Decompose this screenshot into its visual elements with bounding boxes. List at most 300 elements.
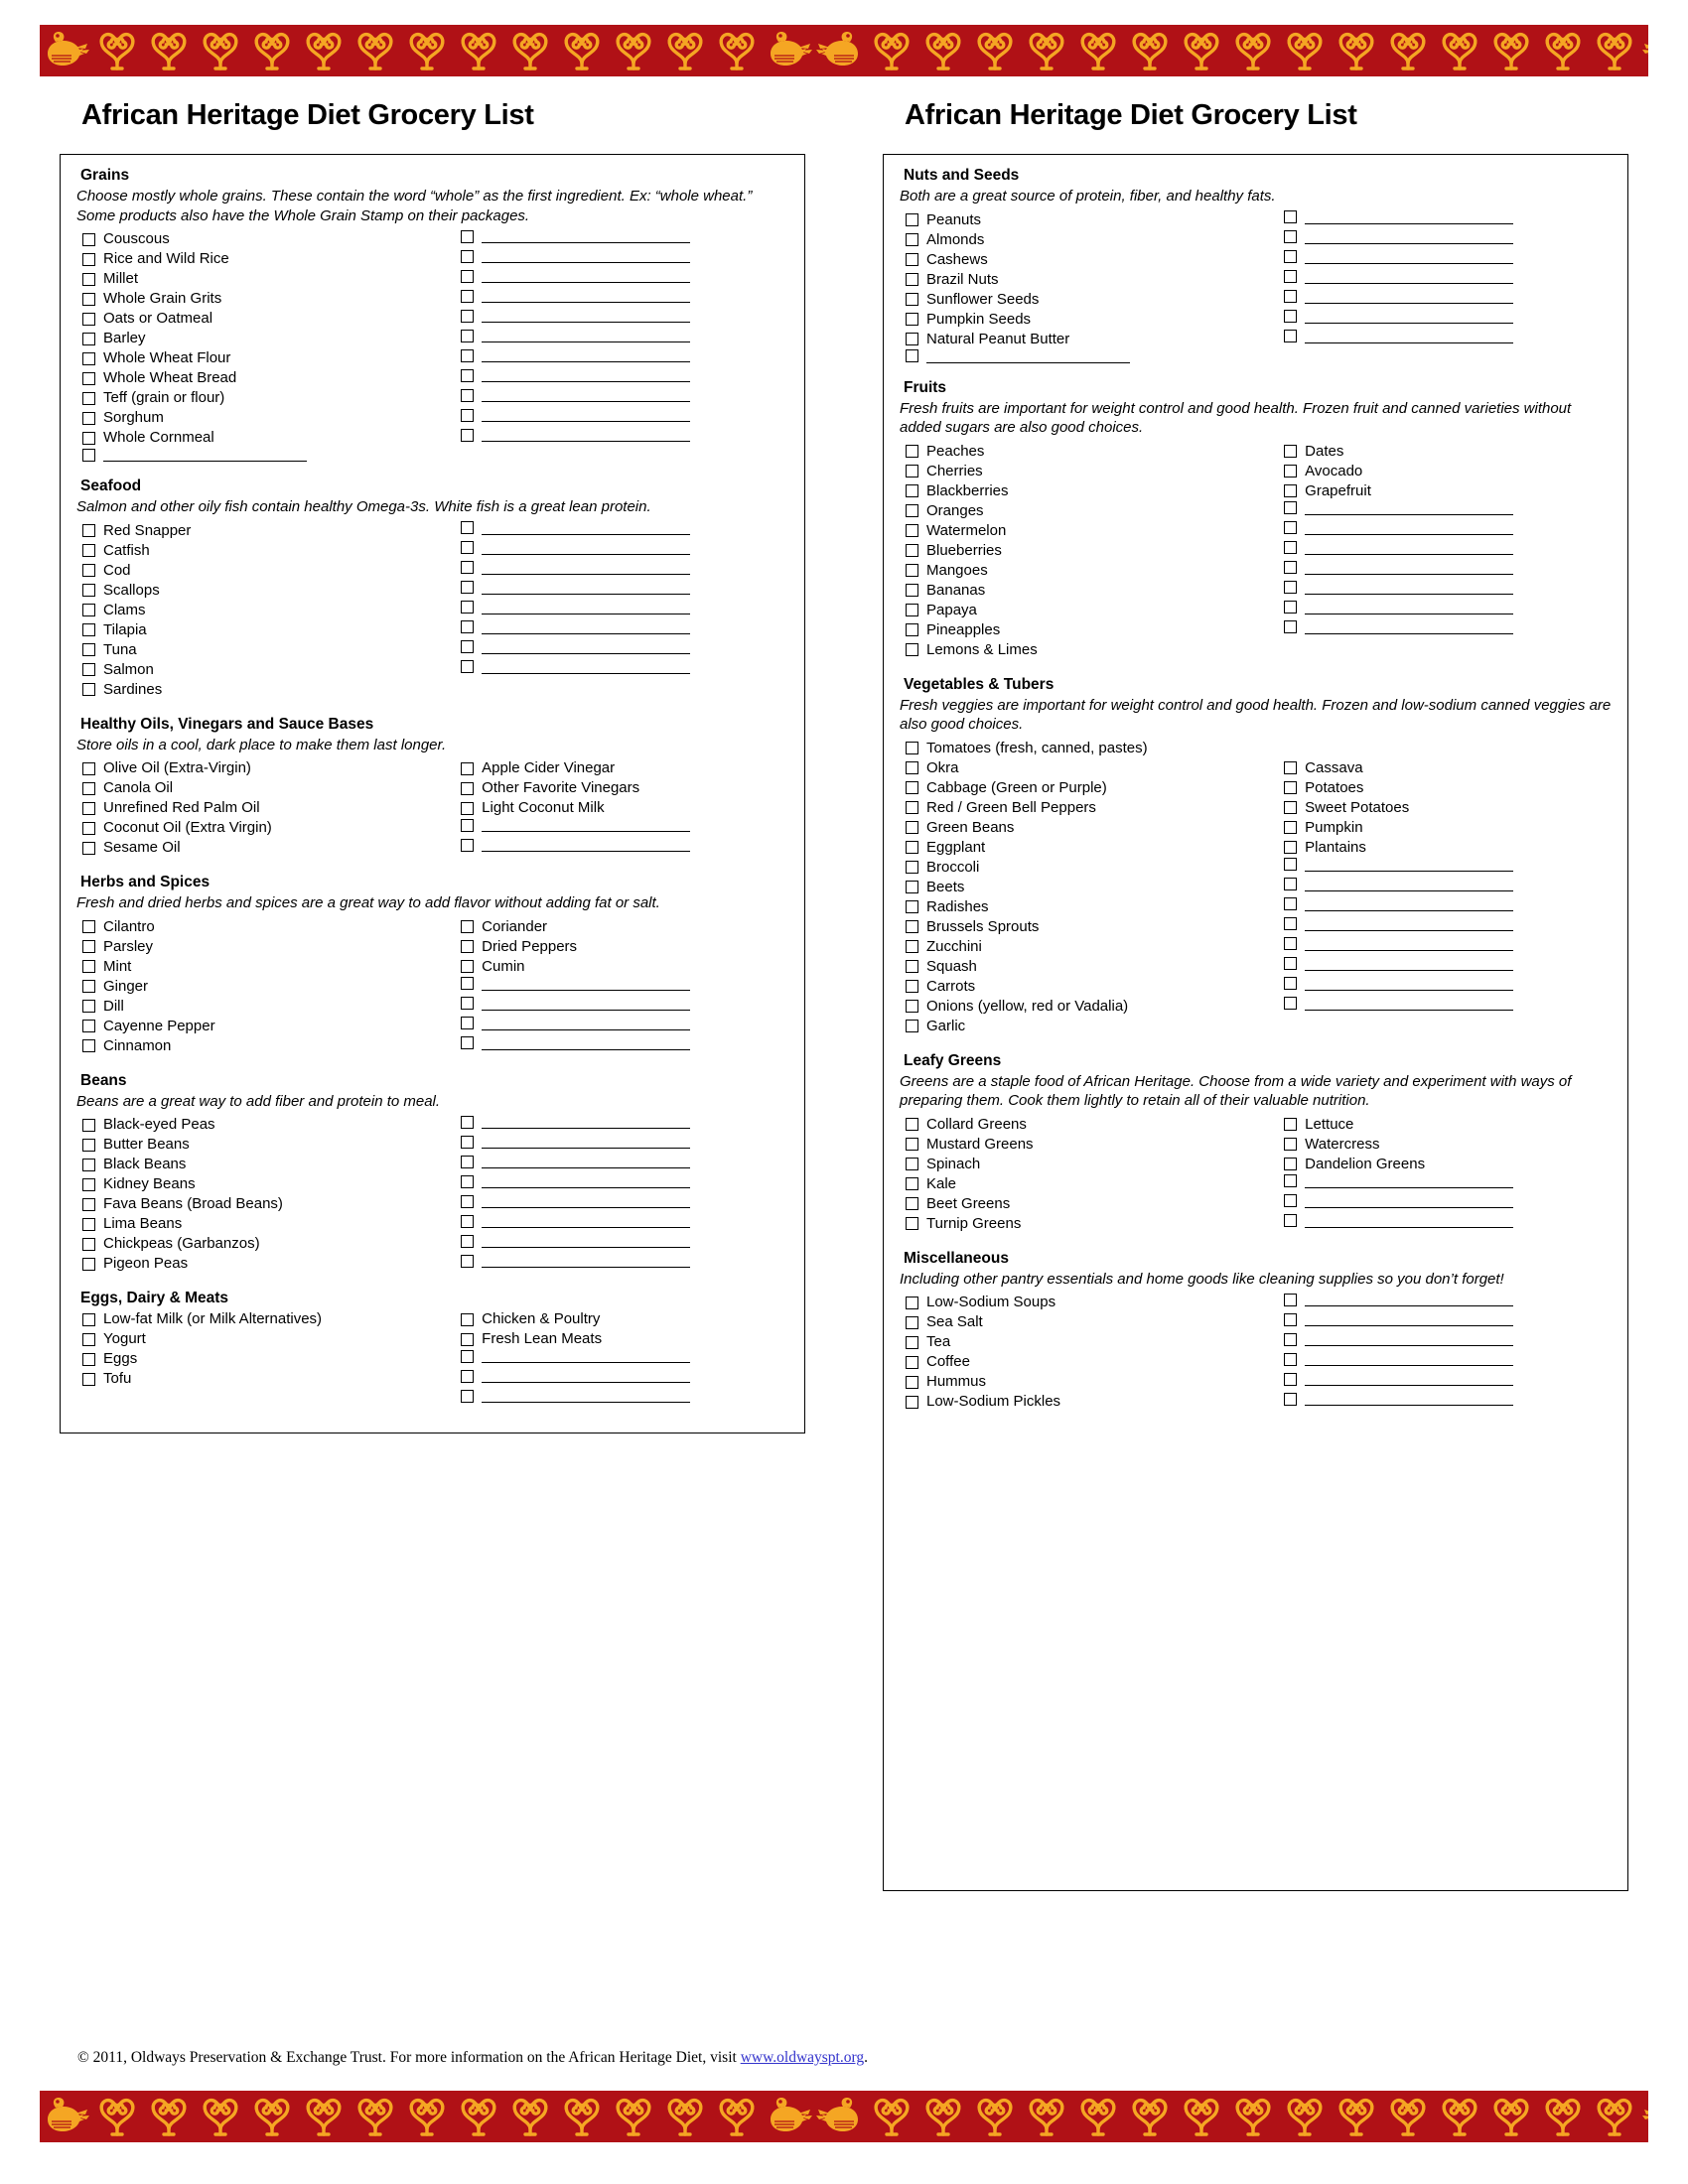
- checkbox[interactable]: [82, 604, 95, 616]
- write-in-line[interactable]: [1305, 1214, 1513, 1228]
- checklist-item[interactable]: [900, 818, 1284, 838]
- checkbox[interactable]: [1284, 1118, 1297, 1131]
- checkbox[interactable]: [1284, 270, 1297, 283]
- checklist-item[interactable]: [76, 1349, 461, 1369]
- checkbox[interactable]: [906, 564, 918, 577]
- checkbox[interactable]: [906, 313, 918, 326]
- checkbox[interactable]: [461, 1313, 474, 1326]
- checklist-item[interactable]: [900, 270, 1284, 290]
- checkbox[interactable]: [1284, 290, 1297, 303]
- checklist-item[interactable]: [900, 310, 1284, 330]
- checklist-item[interactable]: [76, 680, 461, 700]
- checkbox[interactable]: [82, 293, 95, 306]
- checklist-write-in[interactable]: [461, 1155, 788, 1168]
- checkbox[interactable]: [461, 369, 474, 382]
- write-in-line[interactable]: [1305, 521, 1513, 535]
- checklist-item[interactable]: [76, 778, 461, 798]
- checkbox[interactable]: [461, 1017, 474, 1029]
- checkbox[interactable]: [906, 1336, 918, 1349]
- checkbox[interactable]: [906, 940, 918, 953]
- checkbox[interactable]: [461, 1370, 474, 1383]
- checklist-write-in[interactable]: [1284, 290, 1612, 304]
- checklist-write-in[interactable]: [1284, 250, 1612, 264]
- write-in-line[interactable]: [1305, 937, 1513, 951]
- checklist-item[interactable]: [76, 428, 461, 448]
- checkbox[interactable]: [461, 920, 474, 933]
- checkbox[interactable]: [461, 1195, 474, 1208]
- write-in-line[interactable]: [1305, 897, 1513, 911]
- checklist-item[interactable]: [900, 1155, 1284, 1174]
- write-in-line[interactable]: [103, 448, 307, 462]
- checklist-write-in[interactable]: [1284, 1352, 1612, 1366]
- checklist-item[interactable]: [76, 1115, 461, 1135]
- checklist-item[interactable]: [900, 858, 1284, 878]
- checklist-write-in[interactable]: [1284, 1214, 1612, 1228]
- checkbox[interactable]: [906, 1316, 918, 1329]
- checklist-item[interactable]: [76, 917, 461, 937]
- checkbox[interactable]: [461, 581, 474, 594]
- write-in-line[interactable]: [926, 349, 1130, 363]
- checkbox[interactable]: [461, 819, 474, 832]
- checkbox[interactable]: [82, 1198, 95, 1211]
- checkbox[interactable]: [1284, 330, 1297, 342]
- checklist-write-in[interactable]: [461, 1135, 788, 1149]
- checklist-item[interactable]: [900, 442, 1284, 462]
- write-in-line[interactable]: [482, 660, 690, 674]
- checkbox[interactable]: [1284, 501, 1297, 514]
- checklist-item[interactable]: [900, 230, 1284, 250]
- checkbox[interactable]: [906, 1297, 918, 1309]
- checkbox[interactable]: [1284, 1333, 1297, 1346]
- checkbox[interactable]: [461, 839, 474, 852]
- checkbox[interactable]: [1284, 1174, 1297, 1187]
- checklist-write-in[interactable]: [461, 309, 788, 323]
- checklist-write-in[interactable]: [1284, 878, 1612, 891]
- write-in-line[interactable]: [482, 561, 690, 575]
- checklist-write-in[interactable]: [1284, 230, 1612, 244]
- checklist-item[interactable]: [76, 561, 461, 581]
- write-in-line[interactable]: [482, 1174, 690, 1188]
- checkbox[interactable]: [461, 1235, 474, 1248]
- checklist-write-in[interactable]: [461, 1115, 788, 1129]
- checkbox[interactable]: [906, 980, 918, 993]
- checklist-write-in[interactable]: [461, 1017, 788, 1030]
- write-in-line[interactable]: [1305, 1174, 1513, 1188]
- checkbox[interactable]: [82, 333, 95, 345]
- checklist-write-in[interactable]: [1284, 330, 1612, 343]
- write-in-line[interactable]: [1305, 581, 1513, 595]
- checkbox[interactable]: [906, 1177, 918, 1190]
- checkbox[interactable]: [82, 564, 95, 577]
- checklist-item[interactable]: [1284, 838, 1612, 858]
- checklist-item[interactable]: [76, 229, 461, 249]
- checkbox[interactable]: [461, 230, 474, 243]
- write-in-line[interactable]: [1305, 310, 1513, 324]
- checklist-item[interactable]: [900, 957, 1284, 977]
- checkbox[interactable]: [906, 1376, 918, 1389]
- checklist-item[interactable]: [900, 778, 1284, 798]
- write-in-line[interactable]: [482, 428, 690, 442]
- checklist-item[interactable]: [76, 1254, 461, 1274]
- checklist-item[interactable]: [76, 289, 461, 309]
- checklist-item[interactable]: [76, 1234, 461, 1254]
- checkbox[interactable]: [906, 900, 918, 913]
- checklist-item[interactable]: [900, 1135, 1284, 1155]
- checkbox[interactable]: [82, 782, 95, 795]
- checkbox[interactable]: [82, 273, 95, 286]
- write-in-line[interactable]: [1305, 210, 1513, 224]
- checkbox[interactable]: [906, 1000, 918, 1013]
- checkbox[interactable]: [1284, 1393, 1297, 1406]
- checkbox[interactable]: [1284, 1158, 1297, 1170]
- checkbox[interactable]: [461, 660, 474, 673]
- checkbox[interactable]: [1284, 1313, 1297, 1326]
- checkbox[interactable]: [461, 1350, 474, 1363]
- checkbox[interactable]: [1284, 917, 1297, 930]
- checkbox[interactable]: [82, 762, 95, 775]
- checklist-item[interactable]: [900, 501, 1284, 521]
- write-in-line[interactable]: [1305, 917, 1513, 931]
- checklist-item[interactable]: [461, 1329, 788, 1349]
- checkbox[interactable]: [1284, 521, 1297, 534]
- checklist-item[interactable]: [76, 957, 461, 977]
- checklist-item[interactable]: [900, 1392, 1284, 1412]
- checklist-write-in[interactable]: [461, 388, 788, 402]
- write-in-line[interactable]: [1305, 1332, 1513, 1346]
- checklist-item[interactable]: [76, 388, 461, 408]
- checklist-write-in[interactable]: [1284, 858, 1612, 872]
- checklist-item[interactable]: [76, 1174, 461, 1194]
- checkbox[interactable]: [906, 861, 918, 874]
- checkbox[interactable]: [461, 1333, 474, 1346]
- checkbox[interactable]: [906, 801, 918, 814]
- checkbox[interactable]: [906, 524, 918, 537]
- checklist-item[interactable]: [900, 330, 1284, 349]
- write-in-line[interactable]: [482, 388, 690, 402]
- checkbox[interactable]: [82, 432, 95, 445]
- checklist-item[interactable]: [461, 917, 788, 937]
- checkbox[interactable]: [82, 1258, 95, 1271]
- write-in-line[interactable]: [1305, 977, 1513, 991]
- checkbox[interactable]: [906, 920, 918, 933]
- checklist-write-in[interactable]: [461, 1254, 788, 1268]
- checklist-item[interactable]: [76, 348, 461, 368]
- checkbox[interactable]: [1284, 801, 1297, 814]
- checklist-item[interactable]: [461, 937, 788, 957]
- write-in-line[interactable]: [482, 521, 690, 535]
- checkbox[interactable]: [906, 465, 918, 478]
- checkbox[interactable]: [906, 1217, 918, 1230]
- checkbox[interactable]: [1284, 858, 1297, 871]
- checklist-item[interactable]: [76, 1309, 461, 1329]
- write-in-line[interactable]: [482, 309, 690, 323]
- write-in-line[interactable]: [1305, 330, 1513, 343]
- write-in-line[interactable]: [482, 1017, 690, 1030]
- checklist-item[interactable]: [461, 758, 788, 778]
- checklist-item[interactable]: [900, 739, 1612, 758]
- write-in-line[interactable]: [1305, 1352, 1513, 1366]
- checklist-item[interactable]: [76, 249, 461, 269]
- checklist-write-in[interactable]: [461, 581, 788, 595]
- checkbox[interactable]: [906, 623, 918, 636]
- checklist-item[interactable]: [900, 917, 1284, 937]
- write-in-line[interactable]: [482, 1036, 690, 1050]
- checklist-write-in[interactable]: [461, 521, 788, 535]
- checklist-item[interactable]: [900, 521, 1284, 541]
- checklist-item[interactable]: [76, 368, 461, 388]
- checklist-item[interactable]: [900, 977, 1284, 997]
- checklist-item[interactable]: [76, 997, 461, 1017]
- checkbox[interactable]: [82, 313, 95, 326]
- checklist-write-in[interactable]: [461, 541, 788, 555]
- checkbox[interactable]: [906, 643, 918, 656]
- checklist-item[interactable]: [900, 1332, 1284, 1352]
- checklist-item[interactable]: [76, 660, 461, 680]
- checklist-item[interactable]: [900, 1352, 1284, 1372]
- checklist-item[interactable]: [900, 581, 1284, 601]
- checkbox[interactable]: [1284, 821, 1297, 834]
- checklist-write-in[interactable]: [900, 349, 1612, 363]
- write-in-line[interactable]: [482, 229, 690, 243]
- checkbox[interactable]: [461, 521, 474, 534]
- checklist-item[interactable]: [1284, 1135, 1612, 1155]
- checklist-item[interactable]: [76, 758, 461, 778]
- checklist-item[interactable]: [900, 937, 1284, 957]
- checklist-item[interactable]: [76, 329, 461, 348]
- checkbox[interactable]: [461, 782, 474, 795]
- checklist-write-in[interactable]: [461, 428, 788, 442]
- checkbox[interactable]: [82, 412, 95, 425]
- write-in-line[interactable]: [482, 1214, 690, 1228]
- checkbox[interactable]: [461, 349, 474, 362]
- checkbox[interactable]: [1284, 210, 1297, 223]
- oldways-website-link[interactable]: www.oldwayspt.org: [740, 2049, 865, 2066]
- checkbox[interactable]: [1284, 997, 1297, 1010]
- checklist-item[interactable]: [900, 997, 1284, 1017]
- checklist-write-in[interactable]: [1284, 210, 1612, 224]
- checklist-write-in[interactable]: [1284, 1174, 1612, 1188]
- checkbox[interactable]: [82, 253, 95, 266]
- checkbox[interactable]: [1284, 484, 1297, 497]
- checkbox[interactable]: [461, 1156, 474, 1168]
- checklist-item[interactable]: [76, 1369, 461, 1389]
- checklist-item[interactable]: [76, 269, 461, 289]
- checklist-write-in[interactable]: [1284, 957, 1612, 971]
- write-in-line[interactable]: [1305, 250, 1513, 264]
- write-in-line[interactable]: [482, 329, 690, 342]
- checkbox[interactable]: [1284, 541, 1297, 554]
- checkbox[interactable]: [906, 1020, 918, 1032]
- checkbox[interactable]: [1284, 1138, 1297, 1151]
- checkbox[interactable]: [461, 1215, 474, 1228]
- checklist-item[interactable]: [1284, 758, 1612, 778]
- checklist-item[interactable]: [1284, 1155, 1612, 1174]
- checkbox[interactable]: [461, 310, 474, 323]
- checkbox[interactable]: [906, 1138, 918, 1151]
- checklist-write-in[interactable]: [461, 408, 788, 422]
- checklist-write-in[interactable]: [461, 601, 788, 614]
- checklist-item[interactable]: [76, 408, 461, 428]
- checkbox[interactable]: [461, 330, 474, 342]
- checkbox[interactable]: [461, 1036, 474, 1049]
- checklist-write-in[interactable]: [1284, 1332, 1612, 1346]
- write-in-line[interactable]: [1305, 270, 1513, 284]
- checklist-write-in[interactable]: [461, 1174, 788, 1188]
- checkbox[interactable]: [1284, 230, 1297, 243]
- checklist-write-in[interactable]: [461, 977, 788, 991]
- write-in-line[interactable]: [1305, 1293, 1513, 1306]
- checklist-write-in[interactable]: [461, 1369, 788, 1383]
- write-in-line[interactable]: [1305, 997, 1513, 1011]
- checkbox[interactable]: [82, 1139, 95, 1152]
- write-in-line[interactable]: [1305, 501, 1513, 515]
- checkbox[interactable]: [82, 449, 95, 462]
- checklist-write-in[interactable]: [461, 329, 788, 342]
- checkbox[interactable]: [906, 584, 918, 597]
- write-in-line[interactable]: [1305, 1392, 1513, 1406]
- checklist-item[interactable]: [900, 1293, 1284, 1312]
- checkbox[interactable]: [461, 1175, 474, 1188]
- checkbox[interactable]: [461, 601, 474, 614]
- checklist-item[interactable]: [1284, 818, 1612, 838]
- write-in-line[interactable]: [482, 289, 690, 303]
- checkbox[interactable]: [461, 1136, 474, 1149]
- checklist-item[interactable]: [76, 937, 461, 957]
- checkbox[interactable]: [461, 940, 474, 953]
- checkbox[interactable]: [82, 643, 95, 656]
- checklist-item[interactable]: [900, 1115, 1284, 1135]
- write-in-line[interactable]: [482, 408, 690, 422]
- checkbox[interactable]: [461, 1116, 474, 1129]
- checkbox[interactable]: [82, 940, 95, 953]
- checkbox[interactable]: [1284, 581, 1297, 594]
- write-in-line[interactable]: [1305, 1372, 1513, 1386]
- checklist-item[interactable]: [76, 838, 461, 858]
- checkbox[interactable]: [461, 409, 474, 422]
- checklist-item[interactable]: [900, 541, 1284, 561]
- checkbox[interactable]: [1284, 977, 1297, 990]
- checklist-item[interactable]: [76, 1194, 461, 1214]
- checkbox[interactable]: [906, 213, 918, 226]
- checkbox[interactable]: [82, 1238, 95, 1251]
- checklist-item[interactable]: [1284, 462, 1612, 481]
- checkbox[interactable]: [906, 445, 918, 458]
- checkbox[interactable]: [1284, 761, 1297, 774]
- checklist-write-in[interactable]: [461, 1234, 788, 1248]
- checklist-write-in[interactable]: [461, 348, 788, 362]
- checklist-write-in[interactable]: [461, 1194, 788, 1208]
- checklist-write-in[interactable]: [461, 561, 788, 575]
- checkbox[interactable]: [906, 293, 918, 306]
- checkbox[interactable]: [82, 544, 95, 557]
- write-in-line[interactable]: [482, 1155, 690, 1168]
- write-in-line[interactable]: [1305, 1312, 1513, 1326]
- checklist-item[interactable]: [76, 977, 461, 997]
- checkbox[interactable]: [906, 881, 918, 893]
- write-in-line[interactable]: [1305, 541, 1513, 555]
- write-in-line[interactable]: [482, 368, 690, 382]
- checkbox[interactable]: [82, 1353, 95, 1366]
- checklist-item[interactable]: [900, 1214, 1284, 1234]
- checklist-item[interactable]: [900, 1174, 1284, 1194]
- checkbox[interactable]: [906, 349, 918, 362]
- checklist-item[interactable]: [1284, 442, 1612, 462]
- checklist-item[interactable]: [76, 620, 461, 640]
- checkbox[interactable]: [82, 802, 95, 815]
- checklist-write-in[interactable]: [76, 448, 788, 462]
- checklist-write-in[interactable]: [461, 620, 788, 634]
- checklist-item[interactable]: [900, 798, 1284, 818]
- checkbox[interactable]: [906, 233, 918, 246]
- checkbox[interactable]: [82, 1178, 95, 1191]
- checkbox[interactable]: [82, 1119, 95, 1132]
- checkbox[interactable]: [461, 977, 474, 990]
- write-in-line[interactable]: [1305, 290, 1513, 304]
- checklist-write-in[interactable]: [461, 997, 788, 1011]
- checkbox[interactable]: [461, 640, 474, 653]
- write-in-line[interactable]: [482, 581, 690, 595]
- checkbox[interactable]: [1284, 841, 1297, 854]
- checklist-item[interactable]: [900, 640, 1284, 660]
- checkbox[interactable]: [82, 1039, 95, 1052]
- checklist-write-in[interactable]: [1284, 1392, 1612, 1406]
- write-in-line[interactable]: [482, 1115, 690, 1129]
- checkbox[interactable]: [1284, 1194, 1297, 1207]
- checkbox[interactable]: [461, 620, 474, 633]
- checklist-write-in[interactable]: [1284, 541, 1612, 555]
- checkbox[interactable]: [906, 333, 918, 345]
- checklist-item[interactable]: [461, 778, 788, 798]
- checklist-item[interactable]: [900, 1194, 1284, 1214]
- checklist-write-in[interactable]: [461, 818, 788, 832]
- checkbox[interactable]: [906, 253, 918, 266]
- checkbox[interactable]: [461, 270, 474, 283]
- checkbox[interactable]: [82, 1313, 95, 1326]
- checklist-item[interactable]: [76, 601, 461, 620]
- checkbox[interactable]: [82, 372, 95, 385]
- checklist-item[interactable]: [900, 897, 1284, 917]
- checkbox[interactable]: [906, 781, 918, 794]
- checkbox[interactable]: [1284, 1373, 1297, 1386]
- checkbox[interactable]: [82, 683, 95, 696]
- checkbox[interactable]: [1284, 465, 1297, 478]
- write-in-line[interactable]: [482, 1254, 690, 1268]
- checklist-write-in[interactable]: [1284, 1194, 1612, 1208]
- checkbox[interactable]: [1284, 445, 1297, 458]
- checkbox[interactable]: [906, 1197, 918, 1210]
- checkbox[interactable]: [906, 1396, 918, 1409]
- checklist-item[interactable]: [900, 1017, 1284, 1036]
- checklist-item[interactable]: [1284, 1115, 1612, 1135]
- checklist-item[interactable]: [900, 210, 1284, 230]
- checkbox[interactable]: [1284, 561, 1297, 574]
- checklist-write-in[interactable]: [461, 660, 788, 674]
- checklist-item[interactable]: [900, 758, 1284, 778]
- checklist-write-in[interactable]: [461, 229, 788, 243]
- write-in-line[interactable]: [482, 601, 690, 614]
- checkbox[interactable]: [461, 997, 474, 1010]
- checkbox[interactable]: [461, 429, 474, 442]
- checklist-write-in[interactable]: [461, 1389, 788, 1403]
- checklist-item[interactable]: [76, 1017, 461, 1036]
- checklist-item[interactable]: [900, 561, 1284, 581]
- write-in-line[interactable]: [482, 838, 690, 852]
- write-in-line[interactable]: [482, 1369, 690, 1383]
- checkbox[interactable]: [82, 584, 95, 597]
- checkbox[interactable]: [1284, 620, 1297, 633]
- checklist-write-in[interactable]: [1284, 917, 1612, 931]
- checkbox[interactable]: [82, 842, 95, 855]
